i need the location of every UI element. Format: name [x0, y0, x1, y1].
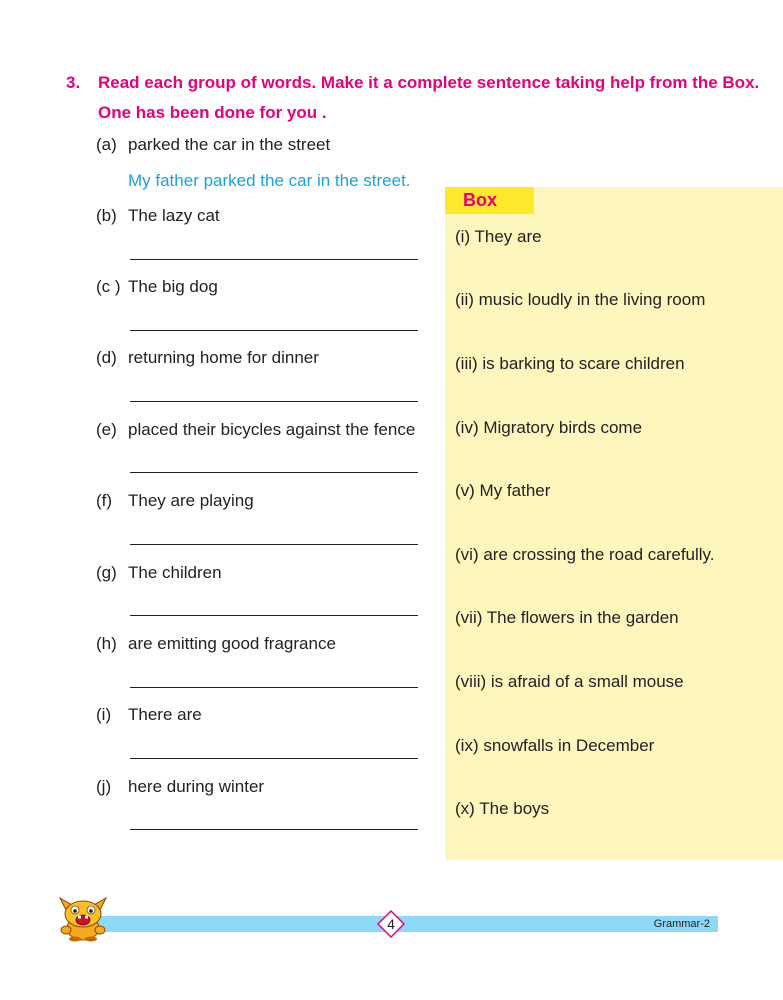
answer-line-i[interactable] — [130, 758, 418, 759]
item-letter: (c ) — [96, 277, 121, 296]
item-text: The lazy cat — [128, 206, 220, 225]
question-instruction: Read each group of words. Make it a complete sentence taking help from the Box. One has been done for you . — [98, 73, 760, 122]
item-text: placed their bicycles against the fence — [128, 420, 416, 439]
item-letter: (a) — [96, 135, 117, 154]
item-letter: (j) — [96, 777, 112, 796]
item-text: parked the car in the street — [128, 135, 331, 154]
box-option: (vii) The flowers in the garden — [455, 608, 679, 627]
box-option: (ii) music loudly in the living room — [455, 290, 706, 309]
answer-line-b[interactable] — [130, 259, 418, 260]
answer-line-g[interactable] — [130, 615, 418, 616]
answer-line-d[interactable] — [130, 401, 418, 402]
answer-line-e[interactable] — [130, 472, 418, 473]
answer-line-j[interactable] — [130, 829, 418, 830]
item-letter: (i) — [96, 705, 112, 724]
question-number: 3. — [66, 73, 81, 92]
box-option: (iv) Migratory birds come — [455, 418, 643, 437]
book-title: Grammar-2 — [653, 918, 710, 930]
box-option: (x) The boys — [455, 799, 550, 818]
box-option: (iii) is barking to scare children — [455, 354, 685, 373]
box-option: (i) They are — [455, 227, 542, 246]
word-box-title: Box — [445, 187, 534, 214]
box-option: (viii) is afraid of a small mouse — [455, 672, 684, 691]
item-text: are emitting good fragrance — [128, 634, 336, 653]
item-text: The big dog — [128, 277, 218, 296]
answer-line-h[interactable] — [130, 687, 418, 688]
item-text: They are playing — [128, 491, 254, 510]
answer-line-c[interactable] — [130, 330, 418, 331]
answer-line-f[interactable] — [130, 544, 418, 545]
item-letter: (e) — [96, 420, 117, 439]
item-letter: (b) — [96, 206, 117, 225]
example-answer: My father parked the car in the street. — [128, 171, 411, 190]
item-text: The children — [128, 563, 222, 582]
page-number: 4 — [387, 916, 395, 932]
box-option: (ix) snowfalls in December — [455, 736, 655, 755]
word-box-panel — [445, 187, 783, 860]
box-option: (v) My father — [455, 481, 551, 500]
item-letter: (h) — [96, 634, 117, 653]
item-text: returning home for dinner — [128, 348, 319, 367]
box-option: (vi) are crossing the road carefully. — [455, 545, 715, 564]
item-letter: (f) — [96, 491, 113, 510]
item-text: here during winter — [128, 777, 265, 796]
cartoon-creature-icon — [56, 896, 110, 942]
item-letter: (g) — [96, 563, 117, 582]
item-letter: (d) — [96, 348, 117, 367]
item-text: There are — [128, 705, 202, 724]
